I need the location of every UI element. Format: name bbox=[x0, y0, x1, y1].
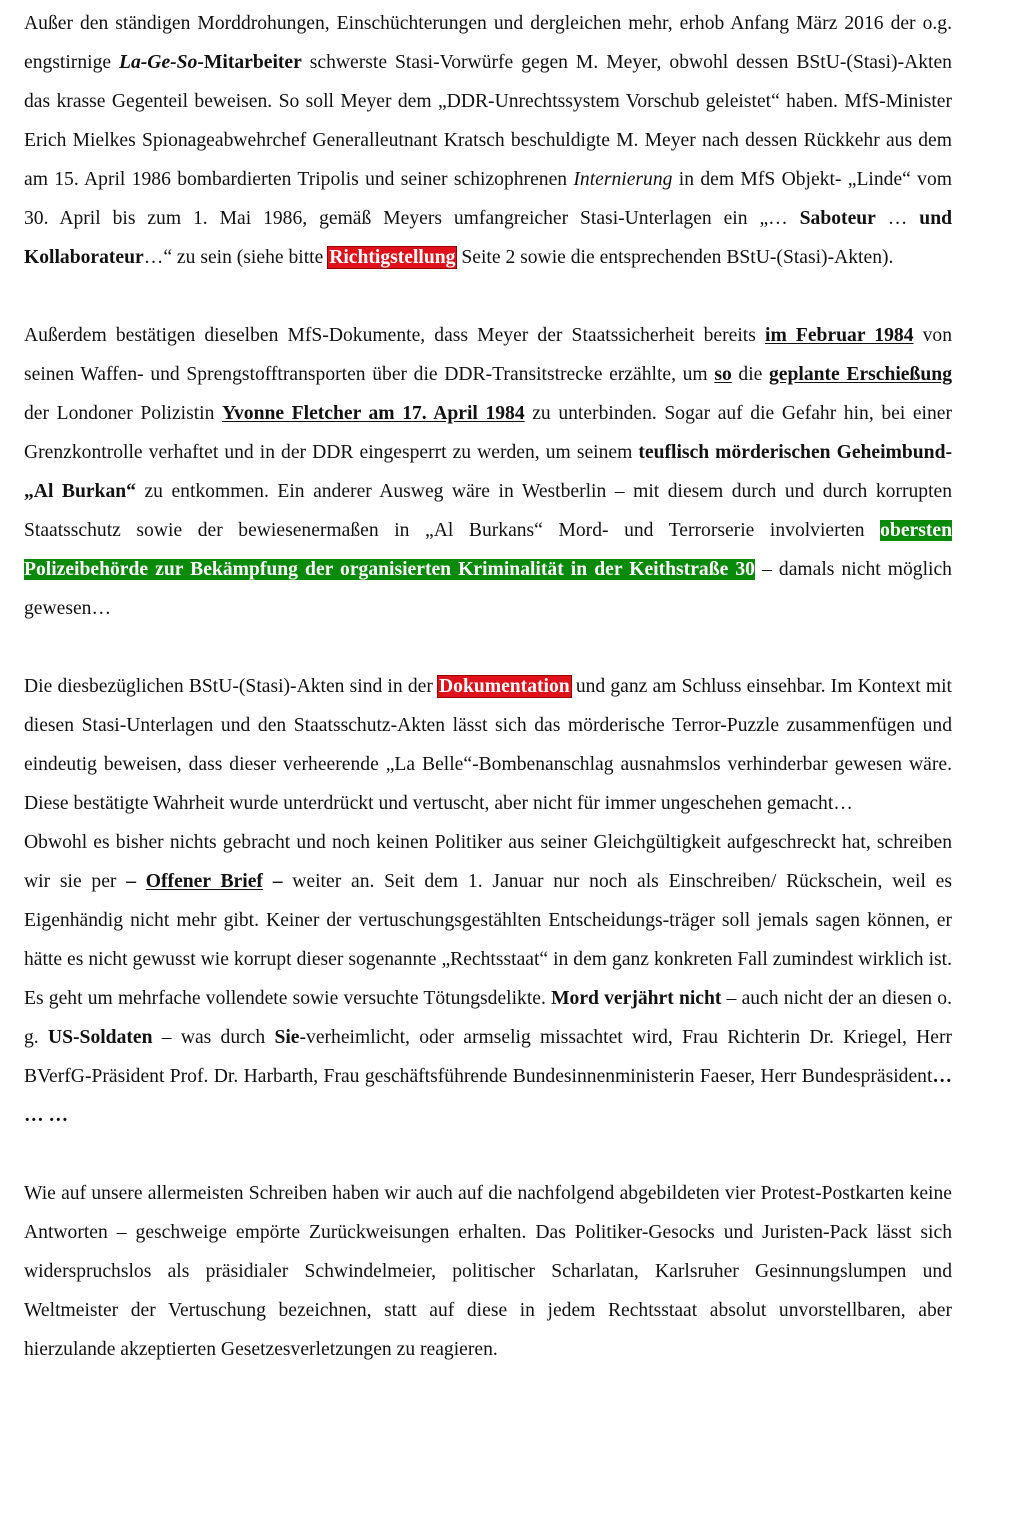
ellipsis: … … … bbox=[24, 1066, 952, 1126]
text-run: – damals nicht möglich gewesen… bbox=[24, 559, 952, 619]
kollaborateur-term: und Kollaborateur bbox=[24, 208, 952, 268]
text-run: in dem MfS Objekt- „Linde“ vom 30. April bis zum 1. Mai 1986, gemäß Meyers umfangreicher Stasi-Unterlagen ein „… bbox=[24, 169, 952, 229]
text-run: und ganz am Schluss einsehbar. Im Kontext mit diesen Stasi-Unterlagen und den Staatsschutz-Akten lässt sich das mörderische Terror-Puzzle zusammenfügen und eindeutig beweisen, dass dieser verheerende „La Belle“-Bombenanschlag ausnahmslos verhinderbar gewesen wäre. Diese bestätigte Wahrheit wurde unterdrückt und vertuscht, aber nicht für immer ungeschehen gemacht… bbox=[24, 676, 953, 814]
saboteur-term: Saboteur bbox=[799, 208, 876, 229]
date-highlight: im Februar 1984 bbox=[765, 325, 914, 346]
dash: – bbox=[262, 871, 283, 892]
text-run: Außerdem bestätigen dieselben MfS-Dokumente, dass Meyer der Staatssicherheit bereits bbox=[24, 325, 765, 346]
dokumentation-link[interactable]: Dokumentation bbox=[439, 676, 570, 697]
paragraph-1 bbox=[24, 4, 952, 277]
text-run: -verheimlicht, oder armselig missachtet wird, Frau Richterin Dr. Kriegel, Herr BVerfG-Präsident Prof. Dr. Harbarth, Frau geschäftsführende Bundesinnenministerin Faeser, Herr Bundespräsident bbox=[24, 1027, 952, 1087]
emphasis-so: so bbox=[714, 364, 732, 385]
mord-term: Mord verjährt nicht bbox=[551, 988, 722, 1009]
offener-brief-highlight: Offener Brief bbox=[145, 871, 263, 892]
text-run: – was durch bbox=[152, 1027, 275, 1048]
text-run: Die diesbezüglichen BStU-(Stasi)-Akten sind in der bbox=[24, 676, 439, 697]
internierung-term: Internierung bbox=[573, 169, 673, 190]
text-run: Wie auf unsere allermeisten Schreiben haben wir auch auf die nachfolgend abgebildeten vier Protest-Postkarten keine Antworten – geschweige empörte Zurückweisungen erhalten. Das Politiker-Gesocks und Juristen-Pack lässt sich widerspruchslos als präsidialer Schwindelmeier, politischer Scharlatan, Karlsruher Gesinnungslumpen und Weltmeister der Vertuschung bezeichnen, statt auf diese in jedem Rechtsstaat absolut unvorstellbaren, aber hierzulande akzeptierten Gesetzesverletzungen zu reagieren. bbox=[24, 1183, 952, 1360]
text-run: weiter an. Seit dem 1. Januar nur noch als Einschreiben/ Rückschein, weil es Eigenhändig nicht mehr gibt. Keiner der vertuschungsgestählten Entscheidungs-träger soll jemals sagen können, er hätte es nicht gewusst wie korrupt dieser sogenannte „Rechtsstaat“ in dem ganz konkreten Fall zumindest wirklich ist. Es geht um mehrfache vollendete sowie versuchte Tötungsdelikte. bbox=[24, 871, 952, 1009]
paragraph-3 bbox=[24, 667, 952, 823]
text-run: von seinen Waffen- und Sprengstofftransporten über die DDR-Transitstrecke erzählte, um bbox=[24, 325, 953, 385]
us-soldaten-term: US-Soldaten bbox=[47, 1027, 153, 1048]
text-run: Außer den ständigen Morddrohungen, Einschüchterungen und dergleichen mehr, erhob Anfang März 2016 der o.g. engstirnige bbox=[24, 13, 952, 73]
document-page bbox=[24, 4, 952, 1369]
sie-term: Sie bbox=[274, 1027, 300, 1048]
paragraph-5 bbox=[24, 1174, 952, 1369]
text-run: Obwohl es bisher nichts gebracht und noch keinen Politiker aus seiner Gleichgültigkeit aufgeschreckt hat, schreiben wir sie per bbox=[24, 832, 952, 892]
geheimbund-term: teuflisch mörderischen Geheimbund- „Al Burkan“ bbox=[24, 442, 952, 502]
paragraph-spacer bbox=[24, 1135, 952, 1174]
text-run: der Londoner Polizistin bbox=[24, 403, 222, 424]
text-run: …“ zu sein (siehe bitte bbox=[143, 247, 329, 268]
paragraph-spacer bbox=[24, 277, 952, 316]
paragraph-2 bbox=[24, 316, 952, 628]
text-run: die bbox=[731, 364, 769, 385]
text-run: zu unterbinden. Sogar auf die Gefahr hin, bei einer Grenzkontrolle verhaftet und in der DDR eingesperrt zu werden, um seinem bbox=[24, 403, 953, 463]
text-run: … bbox=[875, 208, 920, 229]
dash: – bbox=[126, 871, 146, 892]
lageso-term: La-Ge-So bbox=[119, 52, 198, 73]
paragraph-spacer bbox=[24, 628, 952, 667]
polizeibehoerde-highlight: obersten Polizeibehörde zur Bekämpfung der organisierten Kriminalität in der Keithstraße 30 bbox=[24, 520, 952, 580]
text-run: zu entkommen. Ein anderer Ausweg wäre in Westberlin – mit diesem durch und durch korrupten Staatsschutz sowie der bewiesenermaßen in „Al Burkans“ Mord- und Terrorserie involvierten bbox=[24, 481, 953, 541]
erschiessung-highlight: geplante Erschießung bbox=[768, 364, 952, 385]
paragraph-4 bbox=[24, 823, 952, 1135]
fletcher-highlight: Yvonne Fletcher am 17. April 1984 bbox=[222, 403, 525, 424]
richtigstellung-link[interactable]: Richtigstellung bbox=[329, 247, 456, 268]
text-run: Seite 2 sowie die entsprechenden BStU-(Stasi)-Akten). bbox=[456, 247, 894, 268]
text-run: – auch nicht der an diesen o. g. bbox=[24, 988, 952, 1048]
text-run: schwerste Stasi-Vorwürfe gegen M. Meyer, obwohl dessen BStU-(Stasi)-Akten das krasse Gegenteil beweisen. So soll Meyer dem „DDR-Unrechtssystem Vorschub geleistet“ haben. MfS-Minister Erich Mielkes Spionageabwehrchef Generalleutnant Kratsch beschuldigte M. Meyer nach dessen Rückkehr aus dem am 15. April 1986 bombardierten Tripolis und seiner schizophrenen bbox=[24, 52, 952, 190]
text-run: -Mitarbeiter bbox=[197, 52, 302, 73]
